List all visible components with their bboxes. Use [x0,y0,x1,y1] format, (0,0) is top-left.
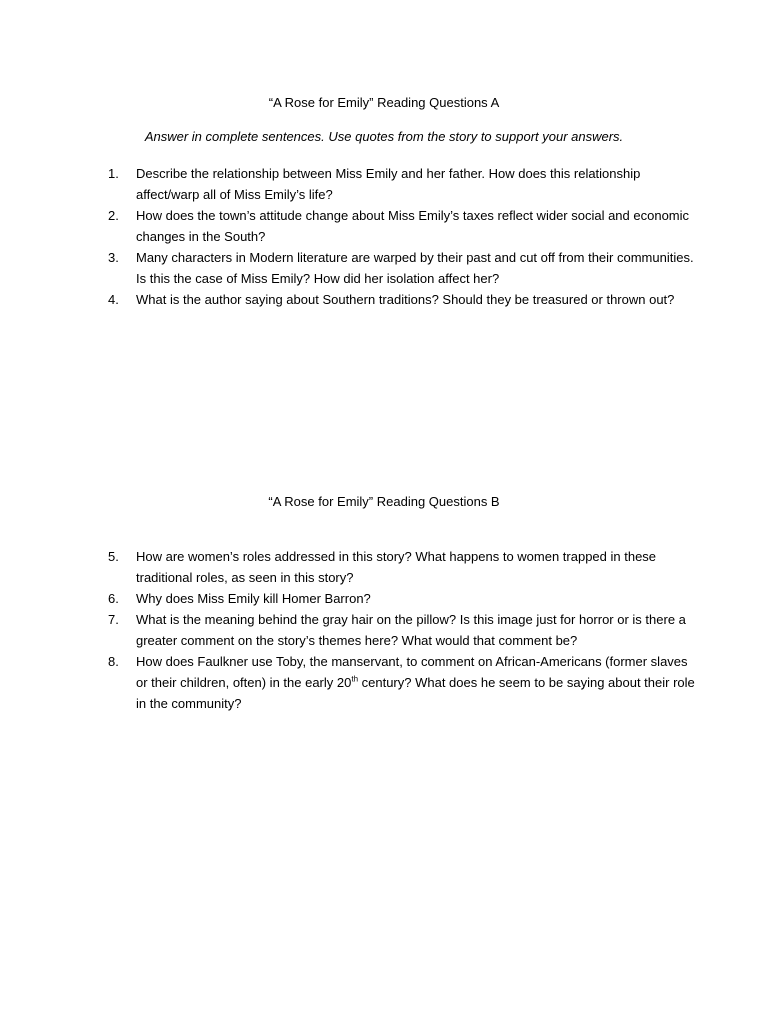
question-item [108,163,698,205]
question-text: Describe the relationship between Miss Emily and her father. How does this relationship affect/warp all of Miss Emily’s life? [136,166,641,202]
question-number: 2. [108,208,119,223]
question-item [108,609,698,651]
question-text-after: century? What does he seem to be saying about their role in the community? [136,675,695,711]
question-item [108,546,698,588]
question-text: Why does Miss Emily kill Homer Barron? [136,591,371,606]
question-number: 3. [108,250,119,265]
question-item [108,247,698,289]
question-list-a [108,163,698,310]
question-number: 7. [108,612,119,627]
section-a-title: “A Rose for Emily” Reading Questions A [268,95,500,110]
question-item [108,588,698,609]
question-text-before: How does Faulkner use Toby, the manservant, to comment on African-Americans (former slaves or their children, often) in the early 20 [136,654,688,690]
ordinal-superscript: th [351,674,359,684]
question-text: What is the meaning behind the gray hair on the pillow? Is this image just for horror or is there a greater comment on the story’s themes here? What would that comment be? [136,612,686,648]
question-number: 1. [108,166,119,181]
question-item [108,289,698,310]
question-number: 6. [108,591,119,606]
question-text: Many characters in Modern literature are warped by their past and cut off from their communities. Is this the case of Miss Emily? How did her isolation affect her? [136,250,694,286]
question-text: How are women’s roles addressed in this story? What happens to women trapped in these traditional roles, as seen in this story? [136,549,657,585]
question-number: 5. [108,549,119,564]
question-text: What is the author saying about Southern traditions? Should they be treasured or thrown out? [136,292,675,307]
question-item [108,205,698,247]
question-number: 8. [108,654,119,669]
instructions: Answer in complete sentences. Use quotes from the story to support your answers. [144,129,624,144]
question-number: 4. [108,292,119,307]
question-text: How does the town’s attitude change about Miss Emily’s taxes reflect wider social and economic changes in the South? [136,208,690,244]
section-b-title: “A Rose for Emily” Reading Questions B [268,494,500,509]
question-text [136,651,698,714]
question-item [108,651,698,714]
question-list-b [108,546,698,714]
